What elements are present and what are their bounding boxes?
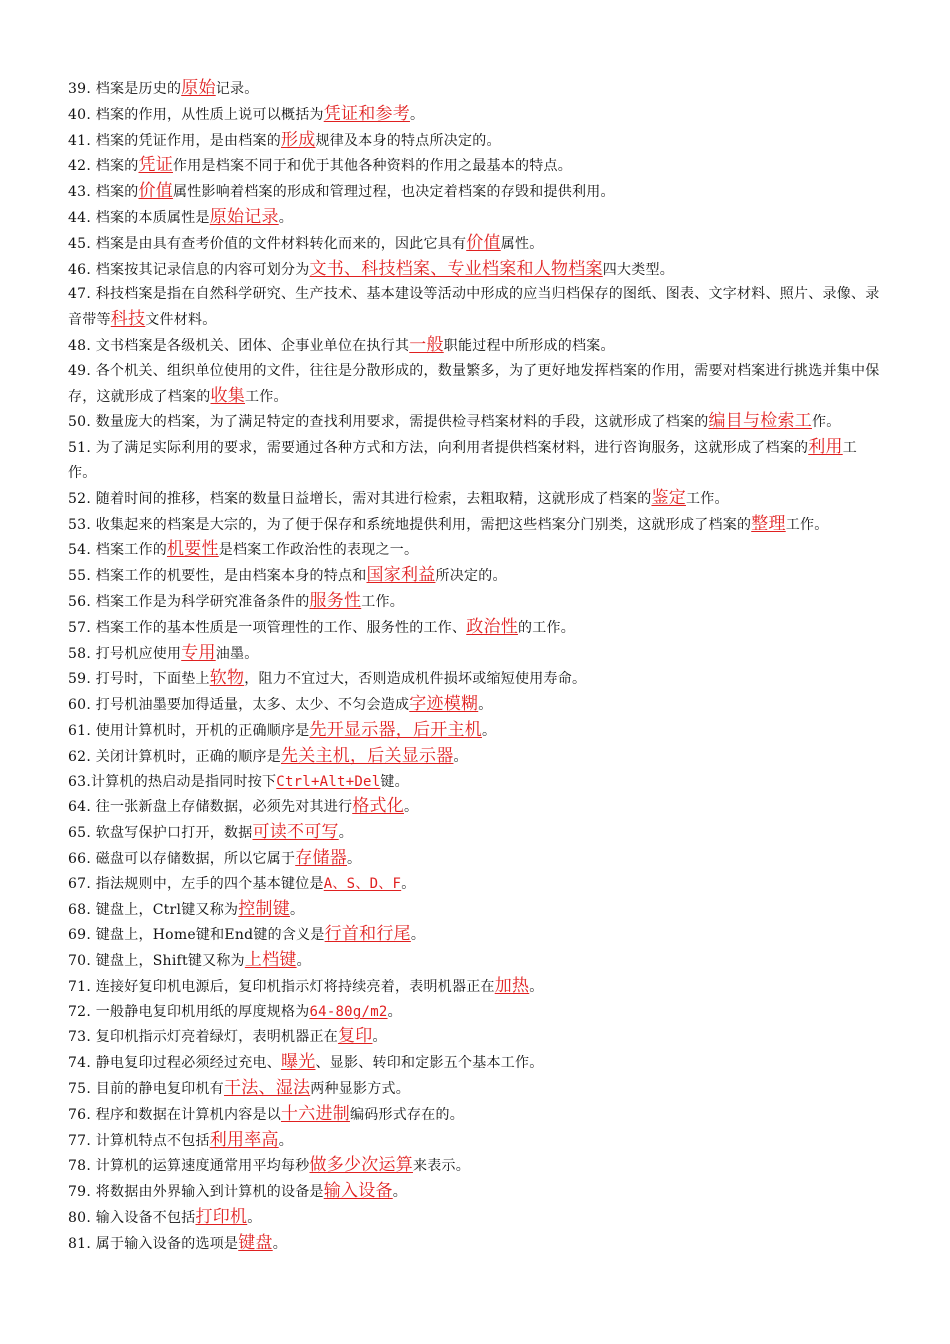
question-text: 。 (272, 1235, 287, 1252)
question-text: 50. 数量庞大的档案，为了满足特定的查找利用要求，需提供检寻档案材料的手段，这就形成了档案的 (68, 414, 709, 431)
answer-text: 凭证和参考 (323, 103, 410, 124)
question-item (68, 589, 884, 615)
answer-text: 64-80g/m2 (309, 1003, 388, 1020)
question-text: 77. 计算机特点不包括 (68, 1132, 210, 1149)
question-item (68, 435, 884, 486)
question-text: 。 (278, 209, 293, 226)
question-item (68, 1179, 884, 1205)
question-text: 所决定的。 (435, 568, 507, 585)
answer-text: 存储器 (295, 847, 347, 868)
question-text: 71. 连接好复印机电源后，复印机指示灯将持续亮着，表明机器正在 (68, 978, 495, 995)
question-text: 四大类型。 (602, 261, 674, 278)
question-text: 66. 磁盘可以存储数据，所以它属于 (68, 850, 296, 867)
answer-text: 政治性 (466, 616, 518, 637)
question-text: 53. 收集起来的档案是大宗的，为了便于保存和系统地提供利用，需把这些档案分门别类，这就形成了档案的 (68, 516, 752, 533)
question-text: 61. 使用计算机时，开机的正确顺序是 (68, 722, 310, 739)
question-text: 44. 档案的本质属性是 (68, 209, 210, 226)
question-item (68, 897, 884, 923)
question-text: 47. 科技档案是指在自然科学研究、生产技术、基本建设等活动中形成的应当归档保存的图纸、图表、文字材料、照片、录像、录音带等 (68, 286, 880, 329)
question-text: 51. 为了满足实际利用的要求，需要通过各种方式和方法，向利用者提供档案材料，进行咨询服务，这就形成了档案的 (68, 440, 809, 457)
answer-text: 曝光 (280, 1052, 316, 1073)
question-text: 70. 键盘上，Shift键又称为 (68, 953, 245, 970)
answer-text: 科技 (110, 309, 146, 330)
answer-text: 原始 (181, 78, 216, 98)
question-item (68, 846, 884, 872)
question-item (68, 1231, 884, 1257)
question-text: 64. 往一张新盘上存储数据，必须先对其进行 (68, 799, 353, 816)
question-item (68, 872, 884, 897)
question-text: 。 (410, 927, 426, 944)
question-text: 工作。 (245, 388, 288, 405)
answer-text: Ctrl+Alt+Del (276, 773, 381, 790)
question-text: 78. 计算机的运算速度通常用平均每秒 (68, 1158, 310, 1175)
question-item (68, 409, 884, 435)
question-text: 74. 静电复印过程必须经过充电、 (68, 1055, 281, 1072)
answer-text: 收集 (210, 385, 245, 406)
answer-text: 一般 (409, 334, 444, 355)
answer-text: 行首和行尾 (324, 924, 411, 945)
question-item (68, 615, 884, 641)
answer-text: 十六进制 (280, 1103, 350, 1124)
question-text: 62. 关闭计算机时，正确的顺序是 (68, 748, 281, 765)
answer-text: 控制键 (238, 898, 290, 919)
answer-text: 字迹模糊 (409, 694, 479, 715)
question-text: 。 (387, 1003, 402, 1020)
answer-text: A、S、D、F (323, 875, 402, 892)
answer-text: 可读不可写 (252, 822, 339, 843)
question-item (68, 76, 884, 102)
question-text: 的工作。 (517, 619, 575, 636)
question-item (68, 744, 884, 770)
answer-text: 做多少次运算 (309, 1155, 413, 1176)
answer-text: 复印 (337, 1026, 373, 1047)
question-text: 、显影、转印和定影五个基本工作。 (315, 1055, 544, 1072)
answer-text: 国家利益 (366, 565, 436, 586)
question-text: 45. 档案是由具有查考价值的文件材料转化而来的，因此它具有 (68, 235, 467, 252)
question-text: 。 (403, 799, 419, 816)
question-text: 56. 档案工作是为科学研究准备条件的 (68, 593, 310, 610)
question-text: 属性。 (500, 235, 544, 252)
answer-text: 软物 (209, 668, 245, 689)
question-text: 。 (247, 1210, 262, 1227)
question-text: 42. 档案的 (68, 158, 139, 175)
answer-text: 机要性 (166, 539, 219, 560)
question-text: 职能过程中所形成的档案。 (443, 337, 615, 354)
question-text: 67. 指法规则中，左手的四个基本键位是 (68, 875, 324, 892)
answer-text: 形成 (280, 129, 316, 150)
question-text: 来表示。 (412, 1158, 470, 1175)
question-item (68, 257, 884, 283)
answer-text: 鉴定 (651, 487, 686, 508)
answer-text: 先开显示器，后开主机 (309, 719, 482, 740)
question-item (68, 1102, 884, 1128)
answer-text: 服务性 (309, 590, 362, 611)
question-item (68, 486, 884, 512)
question-text: 属性影响着档案的形成和管理过程，也决定着档案的存毁和提供利用。 (172, 184, 615, 201)
answer-text: 编目与检索工 (708, 411, 812, 432)
question-item (68, 1205, 884, 1231)
answer-text: 加热 (494, 975, 530, 996)
answer-text: 整理 (751, 513, 786, 534)
answer-text: 文书、科技档案、专业档案和人物档案 (309, 258, 603, 279)
question-text: 。 (346, 850, 362, 867)
question-text: 记录。 (215, 81, 259, 97)
question-item (68, 1000, 884, 1025)
question-item (68, 512, 884, 538)
question-text: 40. 档案的作用，从性质上说可以概括为 (68, 106, 324, 123)
question-text: 。 (289, 901, 305, 918)
question-text: 工作。 (68, 440, 857, 481)
answer-text: 打印机 (195, 1207, 248, 1228)
question-text: 。 (392, 1184, 407, 1201)
question-item (68, 1128, 884, 1154)
question-text: 。 (401, 875, 416, 892)
question-item (68, 231, 884, 257)
answer-text: 格式化 (352, 796, 404, 817)
question-text: 工作。 (361, 593, 404, 610)
document-page (68, 76, 884, 1257)
question-text: 。 (372, 1029, 387, 1046)
question-text: 73. 复印机指示灯亮着绿灯，表明机器正在 (68, 1029, 338, 1046)
question-text: 46. 档案按其记录信息的内容可划分为 (68, 261, 310, 278)
question-text: 81. 属于输入设备的选项是 (68, 1235, 239, 1252)
question-text: 。 (278, 1132, 293, 1149)
question-text: 。 (529, 978, 544, 995)
answer-text: 利用 (808, 437, 843, 458)
answer-text: 干法、湿法 (223, 1078, 311, 1099)
question-text: 65. 软盘写保护口打开，数据 (68, 825, 253, 842)
question-text: 工作。 (785, 516, 829, 533)
question-text: 。 (481, 722, 497, 739)
question-text: 75. 目前的静电复印机有 (68, 1081, 224, 1098)
question-text: 68. 键盘上，Ctrl键又称为 (68, 901, 239, 918)
question-text: ，阻力不宜过大，否则造成机件损坏或缩短使用寿命。 (244, 671, 587, 688)
question-item (68, 770, 884, 795)
question-item (68, 922, 884, 948)
question-text: 。 (338, 825, 353, 842)
question-item (68, 333, 884, 359)
question-text: 79. 将数据由外界输入到计算机的设备是 (68, 1184, 324, 1201)
question-text: 39. 档案是历史的 (68, 81, 182, 97)
question-text: 55. 档案工作的机要性，是由档案本身的特点和 (68, 568, 367, 585)
question-text: 编码形式存在的。 (349, 1106, 464, 1123)
question-item (68, 1153, 884, 1179)
question-item (68, 102, 884, 128)
question-text: 规律及本身的特点所决定的。 (315, 132, 501, 149)
question-item (68, 974, 884, 1000)
question-item (68, 537, 884, 563)
question-text: 48. 文书档案是各级机关、团体、企事业单位在执行其 (68, 337, 410, 354)
question-item (68, 128, 884, 154)
answer-text: 先关主机，后关显示器 (280, 745, 454, 766)
question-text: 76. 程序和数据在计算机内容是以 (68, 1106, 281, 1123)
question-text: 63.计算机的热启动是指同时按下 (68, 773, 277, 790)
question-text: 。 (478, 697, 493, 714)
question-item (68, 820, 884, 846)
question-text: 58. 打号机应使用 (68, 645, 182, 662)
question-item (68, 718, 884, 744)
question-text: 59. 打号时，下面垫上 (68, 671, 210, 688)
question-item (68, 563, 884, 589)
question-item (68, 692, 884, 718)
answer-text: 专用 (181, 642, 216, 663)
answer-text: 凭证 (138, 155, 173, 176)
question-item (68, 359, 884, 410)
question-text: 49. 各个机关、组织单位使用的文件，往往是分散形成的，数量繁多，为了更好地发挥档案的作用，需要对档案进行挑选并集中保存，这就形成了档案的 (68, 362, 880, 405)
question-text: 油墨。 (215, 645, 259, 662)
answer-text: 价值 (466, 232, 501, 253)
question-text: 键。 (380, 773, 409, 790)
question-text: 80. 输入设备不包括 (68, 1210, 196, 1227)
question-text: 。 (409, 106, 425, 123)
question-text: 54. 档案工作的 (68, 542, 167, 559)
question-text: 工作。 (685, 490, 729, 507)
question-item (68, 1076, 884, 1102)
question-text: 文件材料。 (145, 312, 217, 329)
question-text: 41. 档案的凭证作用，是由档案的 (68, 132, 281, 149)
answer-text: 上档键 (244, 950, 297, 971)
question-item (68, 1050, 884, 1076)
question-item (68, 794, 884, 820)
question-text: 作。 (811, 414, 841, 431)
answer-text: 利用率高 (209, 1129, 279, 1150)
question-text: 72. 一般静电复印机用纸的厚度规格为 (68, 1003, 310, 1020)
question-item (68, 205, 884, 231)
question-item (68, 179, 884, 205)
answer-text: 键盘 (238, 1232, 273, 1253)
question-text: 是档案工作政治性的表现之一。 (218, 542, 419, 559)
question-item (68, 282, 884, 333)
question-item (68, 641, 884, 667)
question-item (68, 1024, 884, 1050)
question-text: 52. 随着时间的推移，档案的数量日益增长，需对其进行检索，去粗取精，这就形成了档案的 (68, 490, 652, 507)
answer-text: 输入设备 (323, 1181, 393, 1202)
answer-text: 原始记录 (209, 206, 279, 227)
question-text: 60. 打号机油墨要加得适量，太多、太少、不匀会造成 (68, 697, 410, 714)
question-text: 作用是档案不同于和优于其他各种资料的作用之最基本的特点。 (172, 158, 572, 175)
question-text: 。 (296, 953, 311, 970)
question-text: 57. 档案工作的基本性质是一项管理性的工作、服务性的工作、 (68, 619, 467, 636)
question-text: 。 (453, 748, 468, 765)
question-text: 两种显影方式。 (310, 1081, 410, 1098)
answer-text: 价值 (138, 181, 173, 202)
question-text: 43. 档案的 (68, 184, 139, 201)
question-text: 69. 键盘上，Home键和End键的含义是 (68, 927, 325, 944)
question-item (68, 666, 884, 692)
question-item (68, 153, 884, 179)
question-item (68, 948, 884, 974)
